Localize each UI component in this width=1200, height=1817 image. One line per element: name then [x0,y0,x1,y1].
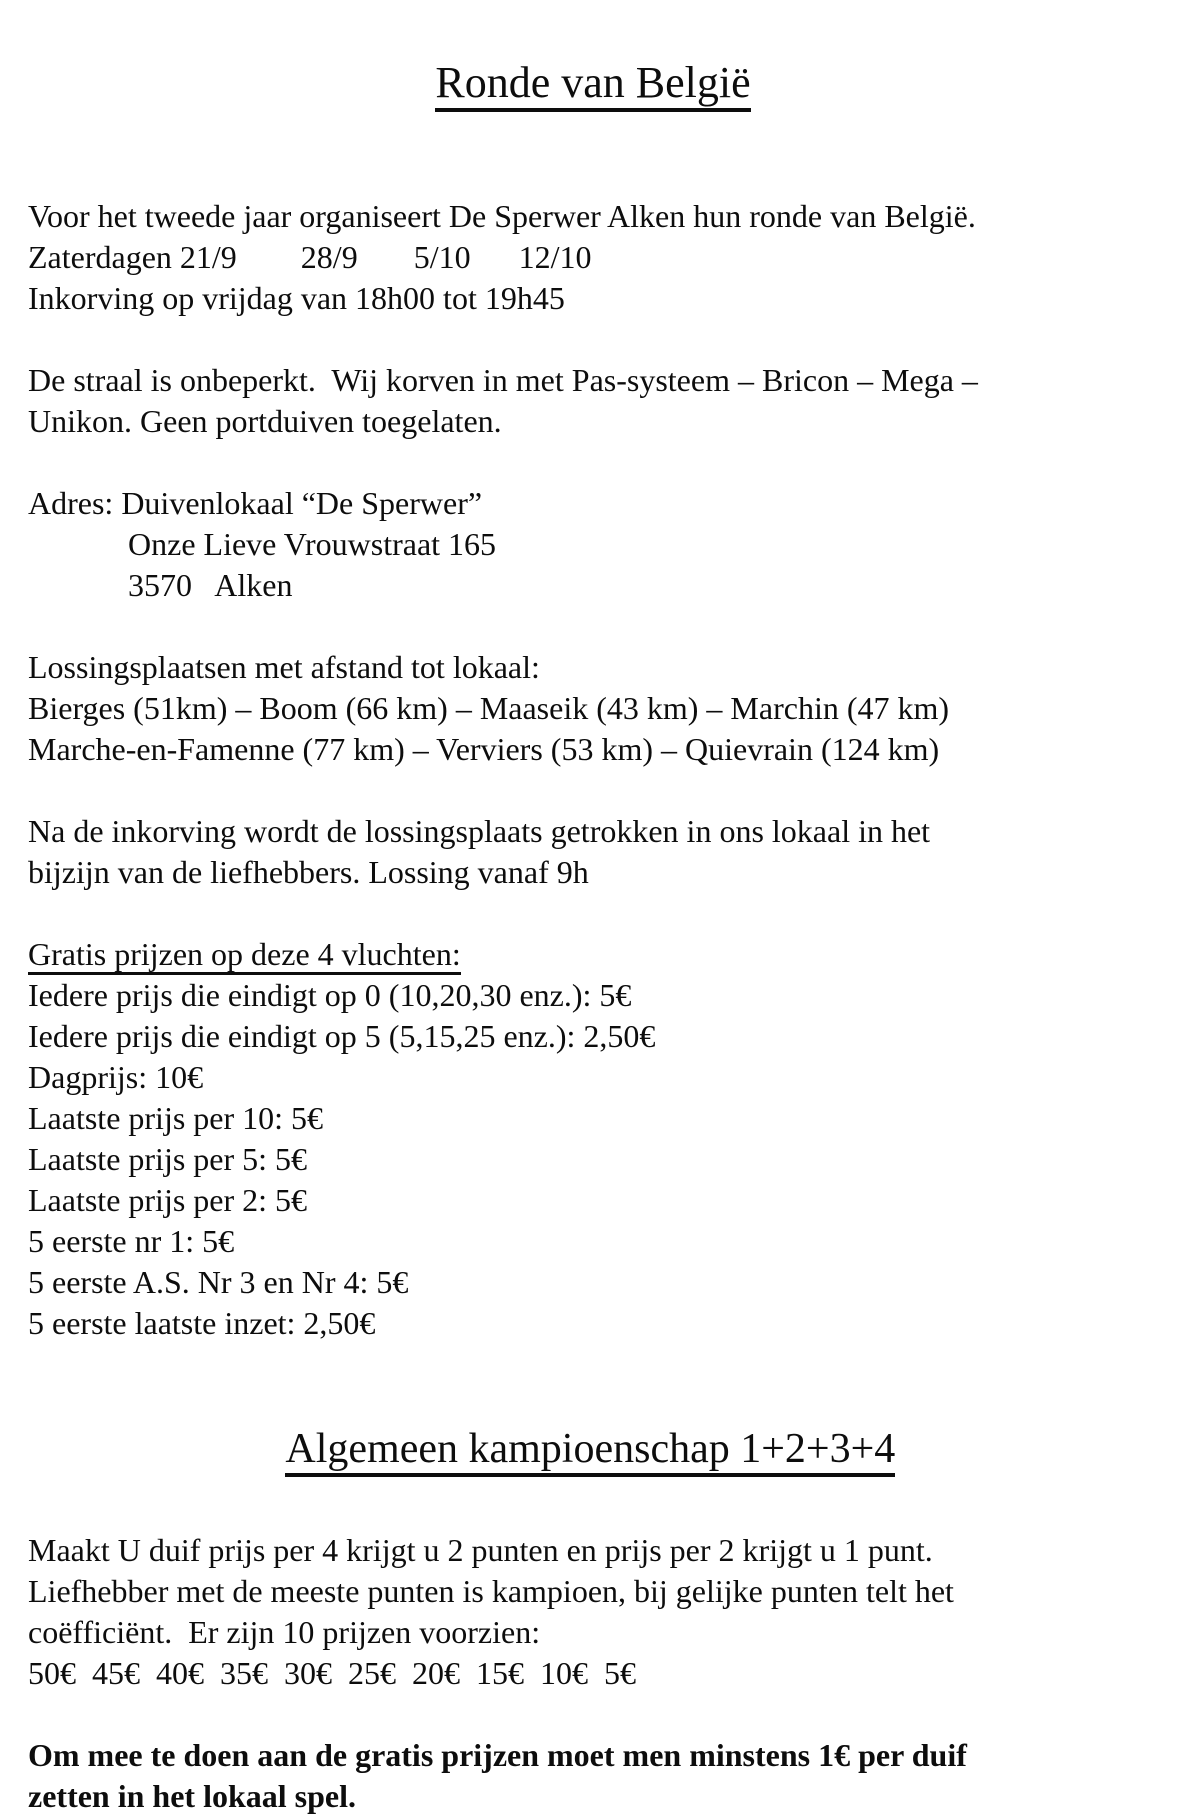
release-points-line-2: Marche-en-Famenne (77 km) – Verviers (53 km) – Quievrain (124 km) [28,731,940,767]
championship-prize-amounts: 50€ 45€ 40€ 35€ 30€ 25€ 20€ 15€ 10€ 5€ [28,1655,636,1691]
participation-note [28,1735,1092,1817]
championship-paragraph [28,1530,1092,1694]
document-content [28,8,1092,1817]
spacer [28,770,1092,811]
spacer [28,1694,1092,1735]
address-line-3: 3570 Alken [128,567,293,603]
intro-paragraph [28,196,1092,319]
free-prize-item-4: Laatste prijs per 10: 5€ [28,1100,324,1136]
free-prize-item-2: Iedere prijs die eindigt op 5 (5,15,25 enz.): 2,50€ [28,1018,656,1054]
document-title-text: Ronde van België [435,58,750,112]
draw-info-line-1: Na de inkorving wordt de lossingsplaats getrokken in ons lokaal in het [28,813,931,849]
championship-line-2: Liefhebber met de meeste punten is kampioen, bij gelijke punten telt het [28,1573,954,1609]
draw-info-paragraph [28,811,1092,893]
release-points-heading: Lossingsplaatsen met afstand tot lokaal: [28,649,540,685]
free-prize-item-5: Laatste prijs per 5: 5€ [28,1141,308,1177]
spacer [28,442,1092,483]
championship-heading-text: Algemeen kampioenschap 1+2+3+4 [285,1426,895,1477]
spacer [28,893,1092,934]
free-prize-item-3: Dagprijs: 10€ [28,1059,204,1095]
championship-line-3: coëfficiënt. Er zijn 10 prijzen voorzien: [28,1614,541,1650]
spacer [28,319,1092,360]
free-prizes-heading-text: Gratis prijzen op deze 4 vluchten: [28,936,461,975]
release-points-line-1: Bierges (51km) – Boom (66 km) – Maaseik (43 km) – Marchin (47 km) [28,690,950,726]
free-prizes-heading [28,934,1092,975]
free-prize-item-1: Iedere prijs die eindigt op 0 (10,20,30 enz.): 5€ [28,977,632,1013]
document-title [28,8,1092,158]
free-prize-item-8: 5 eerste A.S. Nr 3 en Nr 4: 5€ [28,1264,409,1300]
intro-basketing-line: Inkorving op vrijdag van 18h00 tot 19h45 [28,280,565,316]
championship-line-1: Maakt U duif prijs per 4 krijgt u 2 punten en prijs per 2 krijgt u 1 punt. [28,1532,933,1568]
rules-paragraph [28,360,1092,442]
spacer [28,1344,1092,1374]
participation-note-line-1: Om mee te doen aan de gratis prijzen moet men minstens 1€ per duif [28,1737,967,1773]
free-prize-item-6: Laatste prijs per 2: 5€ [28,1182,308,1218]
address-line-2: Onze Lieve Vrouwstraat 165 [128,526,497,562]
free-prize-item-9: 5 eerste laatste inzet: 2,50€ [28,1305,376,1341]
rules-line-2: Unikon. Geen portduiven toegelaten. [28,403,502,439]
address-block [28,483,1092,606]
address-line-1: Adres: Duivenlokaal “De Sperwer” [28,485,483,521]
intro-dates-line: Zaterdagen 21/9 28/9 5/10 12/10 [28,239,592,275]
rules-line-1: De straal is onbeperkt. Wij korven in met Pas-systeem – Bricon – Mega – [28,362,978,398]
spacer [28,606,1092,647]
intro-organizer-line: Voor het tweede jaar organiseert De Sperwer Alken hun ronde van België. [28,198,976,234]
participation-note-line-2: zetten in het lokaal spel. [28,1778,356,1814]
championship-heading [28,1374,1092,1524]
free-prize-item-7: 5 eerste nr 1: 5€ [28,1223,235,1259]
draw-info-line-2: bijzijn van de liefhebbers. Lossing vanaf 9h [28,854,589,890]
release-points-block [28,647,1092,770]
free-prizes-block [28,934,1092,1344]
